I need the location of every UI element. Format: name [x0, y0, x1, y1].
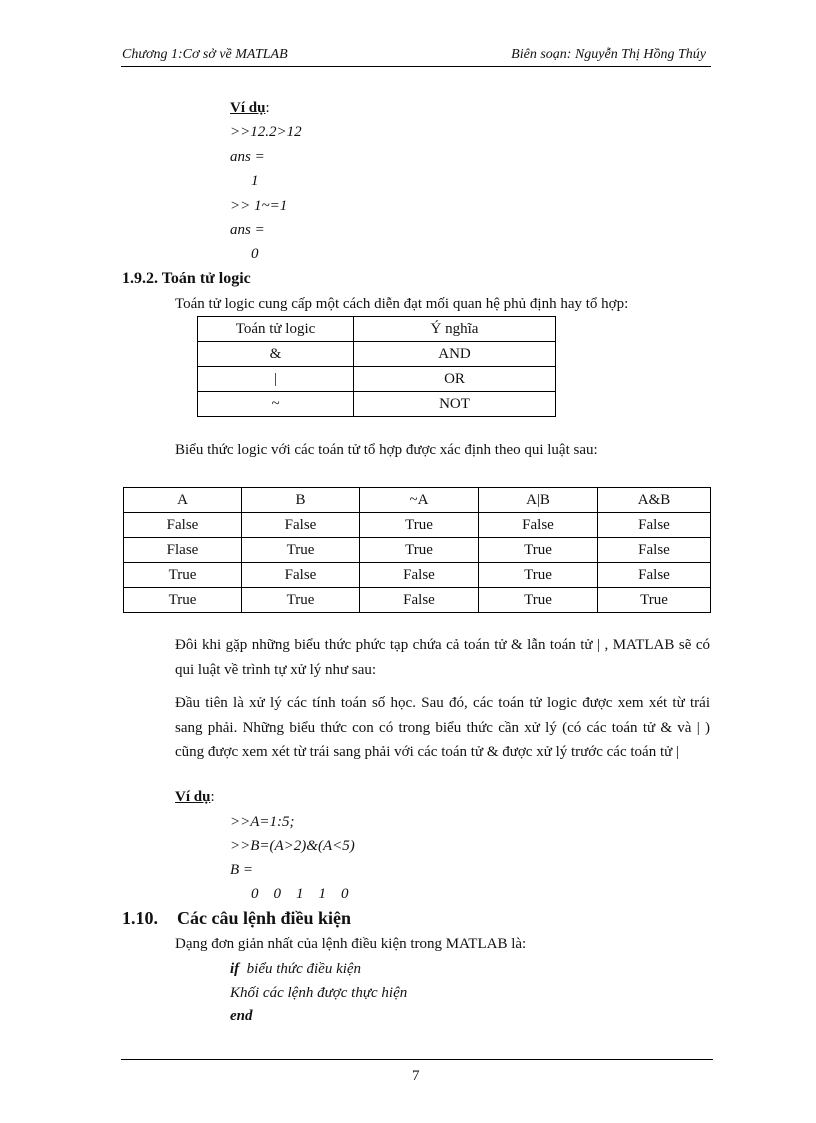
condition-text: biểu thức điều kiện: [246, 961, 362, 977]
table-cell: True: [479, 588, 598, 613]
table-cell: |: [198, 367, 354, 392]
header-rule: [121, 66, 711, 67]
header-chapter: Chương 1:Cơ sở về MATLAB: [122, 47, 288, 62]
table-cell: False: [598, 538, 711, 563]
section-heading-192: 1.9.2. Toán tử logic: [122, 270, 251, 287]
example-label-text: Ví dụ: [175, 789, 211, 805]
code-line-if: [230, 961, 361, 978]
table-cell: True: [360, 538, 479, 563]
table-cell: NOT: [354, 392, 556, 417]
paragraph-precedence-rules: Đầu tiên là xử lý các tính toán số học. Sau đó, các toán tử logic được xem xét từ trái sang phải. Những biểu thức con có trong biểu thức cần xử lý (có các toán tử & và | ) cũng được xem xét từ trái sang phải với các toán tử & được xử lý trước các toán tử |: [175, 695, 710, 760]
table-cell: True: [124, 588, 242, 613]
table-header-cell: ~A: [360, 488, 479, 513]
operator-table: [197, 316, 556, 417]
table-cell: False: [598, 513, 711, 538]
table-header-cell: B: [242, 488, 360, 513]
table-cell: ~: [198, 392, 354, 417]
section-intro: Toán tử logic cung cấp một cách diễn đạt mối quan hệ phủ định hay tổ hợp:: [175, 296, 629, 312]
code-line: >> 1~=1: [230, 198, 288, 214]
table-cell: False: [242, 513, 360, 538]
paragraph-precedence-intro: Đôi khi gặp những biểu thức phức tạp chứa cả toán tử & lẫn toán tử | , MATLAB sẽ có qui luật về trình tự xử lý như sau:: [175, 637, 710, 678]
table-cell: False: [124, 513, 242, 538]
table-row: [124, 513, 711, 538]
table-header-cell: A|B: [479, 488, 598, 513]
code-line: 0: [251, 246, 259, 262]
truth-table-intro: Biểu thức logic với các toán tử tổ hợp được xác định theo qui luật sau:: [175, 442, 598, 458]
table-cell: True: [598, 588, 711, 613]
table-row: [198, 317, 556, 342]
table-cell: True: [360, 513, 479, 538]
table-header-cell: Toán tử logic: [198, 317, 354, 342]
code-line: 1: [251, 173, 259, 189]
table-row: [198, 367, 556, 392]
example-label: [230, 100, 270, 117]
section-heading-110-number: 1.10.: [122, 908, 158, 928]
table-cell: False: [242, 563, 360, 588]
table-cell: Flase: [124, 538, 242, 563]
code-line-body: Khối các lệnh được thực hiện: [230, 985, 408, 1001]
section-110-intro: Dạng đơn giản nhất của lệnh điều kiện trong MATLAB là:: [175, 936, 527, 952]
header-author: Biên soạn: Nguyễn Thị Hồng Thúy: [511, 47, 706, 62]
code-line: 0 0 1 1 0: [251, 886, 349, 902]
example-label-colon: :: [265, 100, 270, 116]
table-cell: False: [360, 563, 479, 588]
example-label-text: Ví dụ: [230, 100, 266, 116]
page-number: 7: [412, 1068, 420, 1084]
table-row: [124, 488, 711, 513]
table-cell: True: [242, 588, 360, 613]
table-cell: True: [479, 538, 598, 563]
example-label-colon: :: [210, 789, 215, 805]
table-cell: True: [124, 563, 242, 588]
table-row: [198, 342, 556, 367]
table-row: [198, 392, 556, 417]
table-row: [124, 563, 711, 588]
code-line: ans =: [230, 222, 265, 238]
table-row: [124, 538, 711, 563]
code-line: B =: [230, 862, 254, 878]
table-cell: True: [479, 563, 598, 588]
table-row: [124, 588, 711, 613]
table-cell: False: [598, 563, 711, 588]
table-cell: AND: [354, 342, 556, 367]
code-line: ans =: [230, 149, 265, 165]
footer-rule: [121, 1059, 713, 1060]
keyword-end: end: [230, 1008, 253, 1024]
section-heading-110-title: Các câu lệnh điều kiện: [177, 908, 352, 928]
table-cell: OR: [354, 367, 556, 392]
table-header-cell: Ý nghĩa: [354, 317, 556, 342]
example-label: [175, 789, 215, 806]
keyword-if: if: [230, 961, 240, 977]
table-header-cell: A: [124, 488, 242, 513]
truth-table: [123, 487, 711, 613]
code-line: >>A=1:5;: [230, 814, 295, 830]
table-cell: False: [479, 513, 598, 538]
table-header-cell: A&B: [598, 488, 711, 513]
code-line: >>B=(A>2)&(A<5): [230, 838, 355, 854]
table-cell: False: [360, 588, 479, 613]
code-line: >>12.2>12: [230, 124, 302, 140]
table-cell: &: [198, 342, 354, 367]
table-cell: True: [242, 538, 360, 563]
